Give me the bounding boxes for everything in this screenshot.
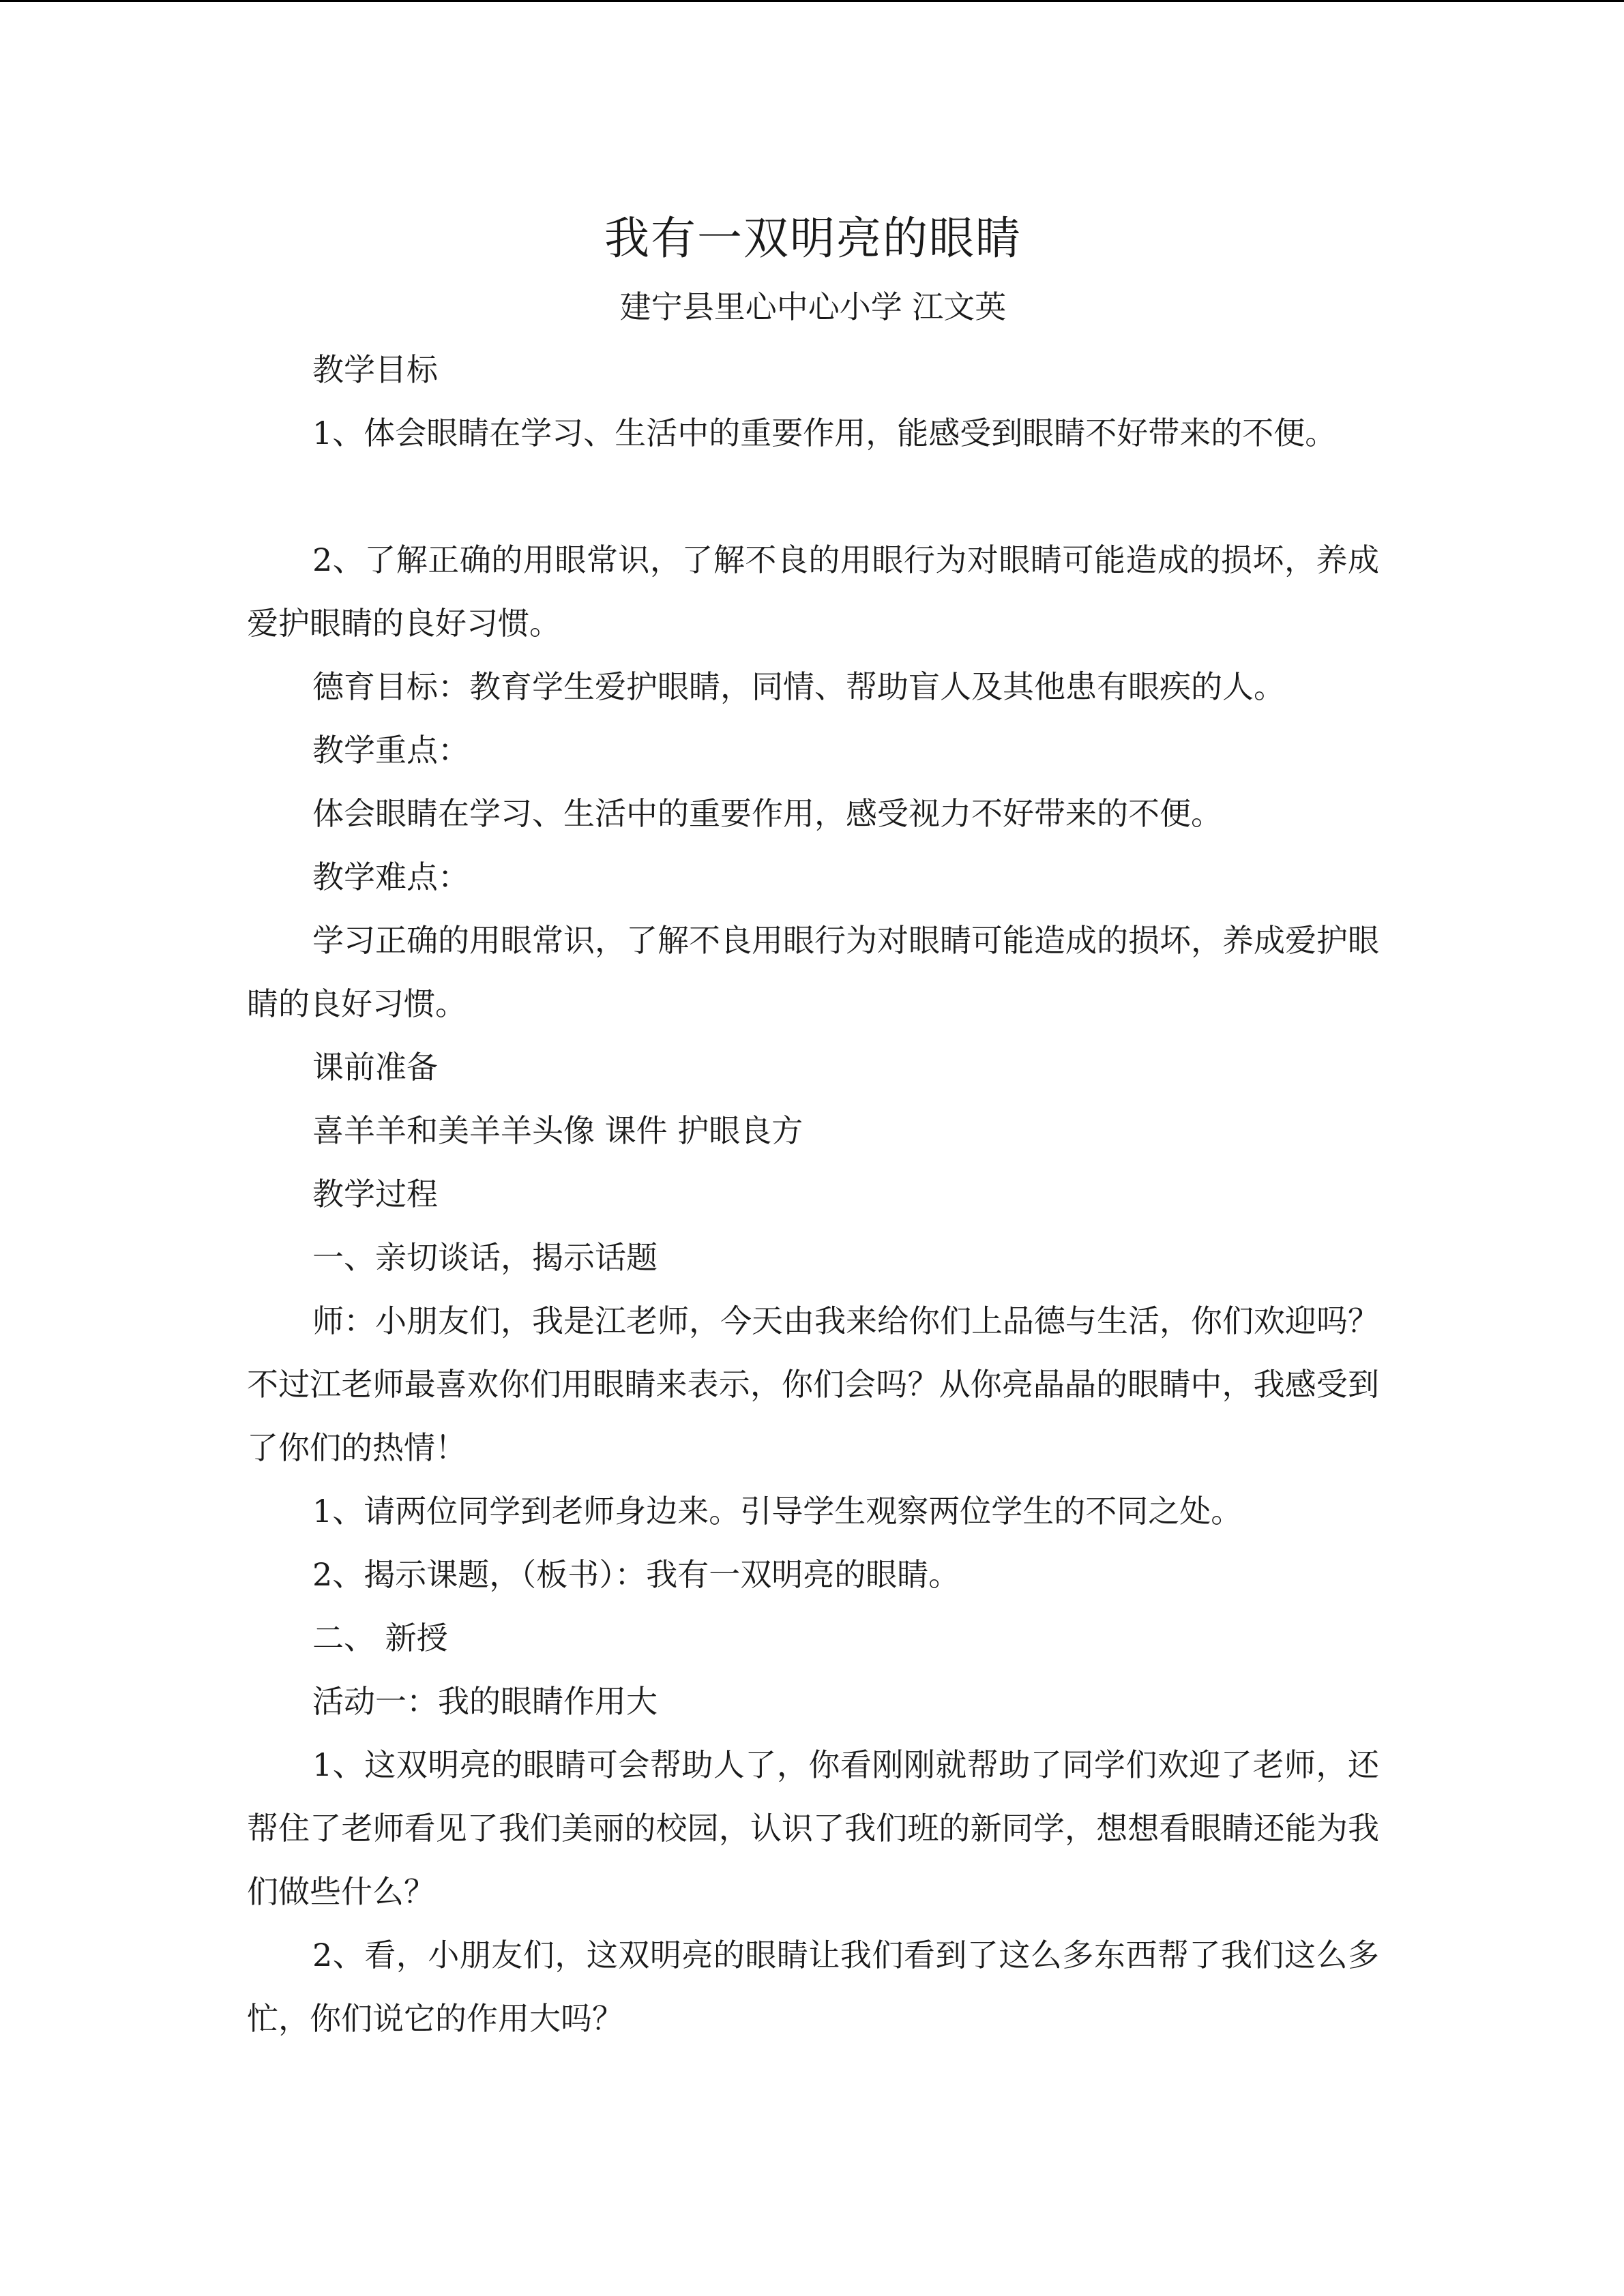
section-one-step-1: 1、请两位同学到老师身边来。引导学生观察两位学生的不同之处。 (312, 1493, 1243, 1530)
section-one-heading: 一、亲切谈话，揭示话题 (312, 1239, 658, 1276)
teacher-intro-text: 师：小朋友们，我是江老师，今天由我来给你们上品德与生活，你们欢迎吗？不过江老师最喜欢你们用眼睛来表示，你们会吗？从你亮晶晶的眼睛中，我感受到了你们的热情！ (247, 1302, 1379, 1466)
document-page (247, 205, 1379, 2051)
heading-process: 教学过程 (312, 1176, 438, 1212)
heading-teaching-goals: 教学目标 (312, 351, 438, 388)
difficulties-text: 学习正确的用眼常识，了解不良用眼行为对眼睛可能造成的损坏，养成爱护眼睛的良好习惯。 (247, 922, 1379, 1022)
heading-preparation: 课前准备 (312, 1049, 438, 1086)
document-title: 我有一双明亮的眼睛 (604, 212, 1022, 265)
preparation-text: 喜羊羊和美羊羊头像 课件 护眼良方 (312, 1112, 803, 1149)
goal-item-1: 1、体会眼睛在学习、生活中的重要作用，能感受到眼睛不好带来的不便。 (312, 415, 1337, 451)
heading-key-points: 教学重点： (312, 732, 469, 769)
moral-goal: 德育目标：教育学生爱护眼睛，同情、帮助盲人及其他患有眼疾的人。 (312, 668, 1285, 705)
goal-item-2: 2、了解正确的用眼常识，了解不良的用眼行为对眼睛可能造成的损坏，养成爱护眼睛的良好习惯。 (247, 541, 1379, 642)
heading-difficulties: 教学难点： (312, 859, 469, 895)
section-two-heading: 二、 新授 (312, 1620, 448, 1656)
activity-one-heading: 活动一：我的眼睛作用大 (312, 1683, 658, 1720)
key-points-text: 体会眼睛在学习、生活中的重要作用，感受视力不好带来的不便。 (312, 795, 1222, 832)
blank-line (247, 465, 1379, 528)
activity-one-step-1: 1、这双明亮的眼睛可会帮助人了，你看刚刚就帮助了同学们欢迎了老师，还帮住了老师看见了我们美丽的校园，认识了我们班的新同学，想想看眼睛还能为我们做些什么？ (247, 1746, 1379, 1910)
section-one-step-2: 2、揭示课题，（板书）：我有一双明亮的眼睛。 (312, 1556, 960, 1593)
activity-one-step-2: 2、看，小朋友们，这双明亮的眼睛让我们看到了这么多东西帮了我们这么多忙，你们说它的作用大吗？ (247, 1937, 1379, 2037)
top-border-line (0, 0, 1624, 2)
author-byline: 建宁县里心中心小学 江文英 (619, 288, 1007, 325)
